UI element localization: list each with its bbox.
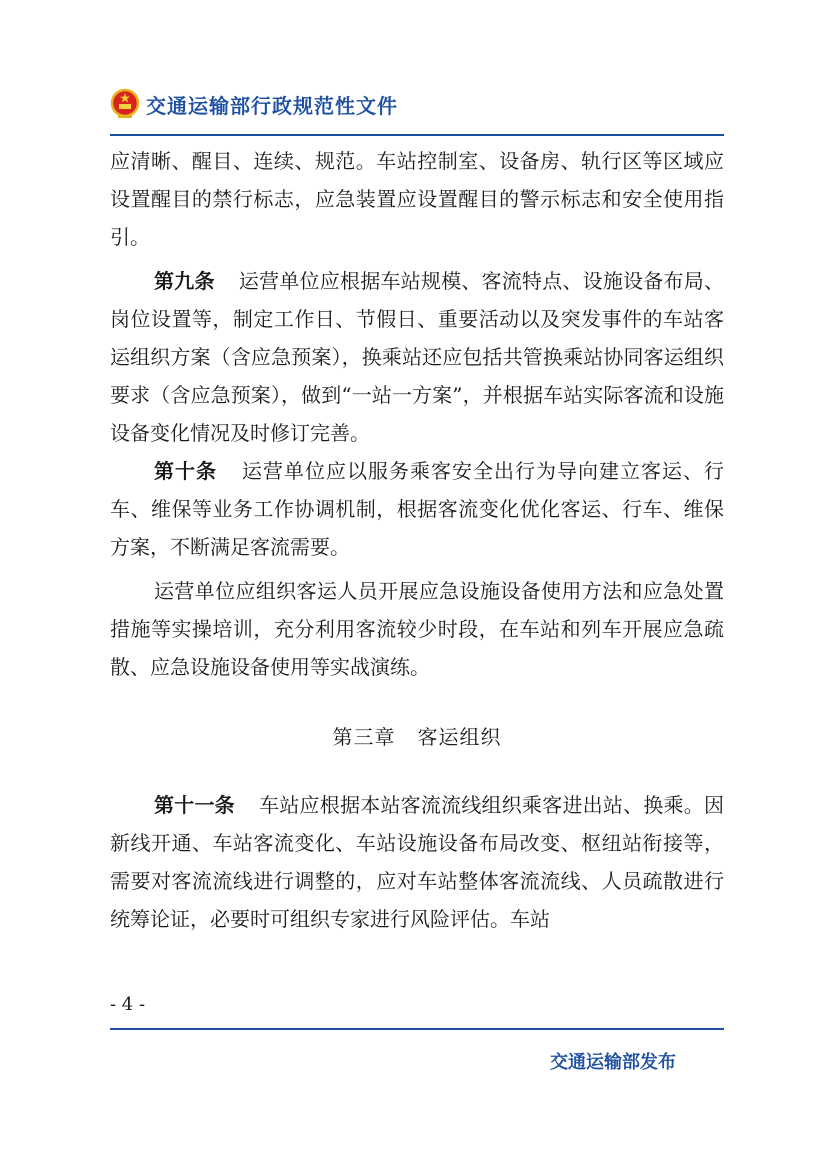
- publisher-label: 交通运输部发布: [550, 1052, 676, 1073]
- article-11-text: 车站应根据本站客流流线组织乘客进出站、换乘。因新线开通、车站客流变化、车站设施设备布局改变、枢纽站衔接等，需要对客流流线进行调整的，应对车站整体客流流线、人员疏散进行统筹论证，必要时可组织专家进行风险评估。车站: [110, 793, 725, 931]
- national-emblem-icon: [110, 88, 140, 120]
- article-11: [110, 786, 724, 938]
- paragraph-continued: 应清晰、醒目、连续、规范。车站控制室、设备房、轨行区等区域应设置醒目的禁行标志，应急装置应设置醒目的警示标志和安全使用指引。: [110, 149, 724, 249]
- article-10: [110, 452, 724, 566]
- chapter-number: 第三章: [332, 725, 396, 749]
- header-title: 交通运输部行政规范性文件: [146, 94, 398, 118]
- header-rule: [110, 134, 724, 136]
- article-9-text: 运营单位应根据车站规模、客流特点、设施设备布局、岗位设置等，制定工作日、节假日、重要活动以及突发事件的车站客运组织方案（含应急预案），换乘站还应包括共管换乘站协同客运组织要求（含应急预案），做到“一站一方案”，并根据车站实际客流和设施设备变化情况及时修订完善。: [110, 269, 725, 445]
- page-number: - 4 -: [110, 994, 146, 1015]
- article-9: [110, 262, 724, 452]
- document-header: [110, 88, 724, 128]
- paragraph-training: 运营单位应组织客运人员开展应急设施设备使用方法和应急处置措施等实操培训，充分利用客流较少时段，在车站和列车开展应急疏散、应急设施设备使用等实战演练。: [110, 579, 724, 679]
- article-11-label: 第十一条: [154, 793, 235, 817]
- chapter-heading: [110, 718, 724, 756]
- footer-rule: [110, 1028, 724, 1030]
- chapter-title: 客运组织: [417, 725, 502, 749]
- article-10-label: 第十条: [154, 459, 217, 483]
- article-9-label: 第九条: [154, 269, 215, 293]
- article-10-text: 运营单位应以服务乘客安全出行为导向建立客运、行车、维保等业务工作协调机制，根据客流变化优化客运、行车、维保方案，不断满足客流需要。: [110, 459, 724, 559]
- document-body: [110, 142, 724, 938]
